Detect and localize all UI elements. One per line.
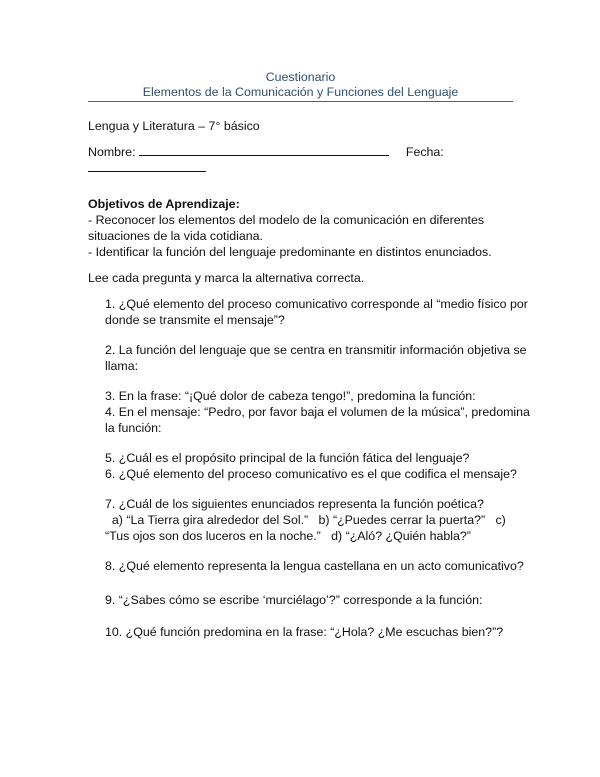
course-label: Lengua y Literatura – 7° básico [88,119,260,133]
question-7-options-b: “Tus ojos son dos luceros en la noche.” d) “¿Aló? ¿Quién habla?” [105,529,471,543]
document-header [88,70,513,100]
objective-2: - Identificar la función del lenguaje predominante en distintos enunciados. [88,245,492,259]
question-1-cont: donde se transmite el mensaje”? [105,313,285,327]
document-title: Cuestionario [265,70,336,84]
question-9: 9. “¿Sabes cómo se escribe ‘murciélago’?” corresponde a la función: [105,593,483,607]
question-10: 10. ¿Qué función predomina en la frase: “¿Hola? ¿Me escuchas bien?”? [105,625,504,639]
instruction-text: Lee cada pregunta y marca la alternativa correcta. [88,271,365,285]
document-subtitle: Elementos de la Comunicación y Funciones del Lenguaje [142,85,459,99]
question-1: 1. ¿Qué elemento del proceso comunicativo corresponde al “medio físico por [105,297,528,311]
name-row [88,144,444,161]
question-8: 8. ¿Qué elemento representa la lengua castellana en un acto comunicativo? [105,559,524,573]
objective-1a: - Reconocer los elementos del modelo de la comunicación en diferentes [88,213,485,227]
objective-1b: situaciones de la vida cotidiana. [88,229,263,243]
date-label: Fecha: [405,145,444,159]
question-7: 7. ¿Cuál de los siguientes enunciados representa la función poética? [105,497,484,511]
date-field[interactable] [88,160,206,172]
question-5: 5. ¿Cuál es el propósito principal de la función fática del lenguaje? [105,451,470,465]
question-4: 4. En el mensaje: “Pedro, por favor baja el volumen de la música”, predomina [105,405,530,419]
question-2-cont: llama: [105,359,139,373]
objectives-heading: Objetivos de Aprendizaje: [88,197,240,211]
question-2: 2. La función del lenguaje que se centra en transmitir información objetiva se [105,343,527,357]
question-6: 6. ¿Qué elemento del proceso comunicativo es el que codifica el mensaje? [105,467,517,481]
question-7-options-a: a) “La Tierra gira alrededor del Sol.” b) “¿Puedes cerrar la puerta?” c) [105,513,506,527]
date-row [88,160,206,177]
question-3: 3. En la frase: “¡Qué dolor de cabeza tengo!”, predomina la función: [105,389,476,403]
header-divider [88,101,513,102]
question-4-cont: la función: [105,421,162,435]
name-field[interactable] [139,144,389,156]
name-label: Nombre: [88,145,136,159]
